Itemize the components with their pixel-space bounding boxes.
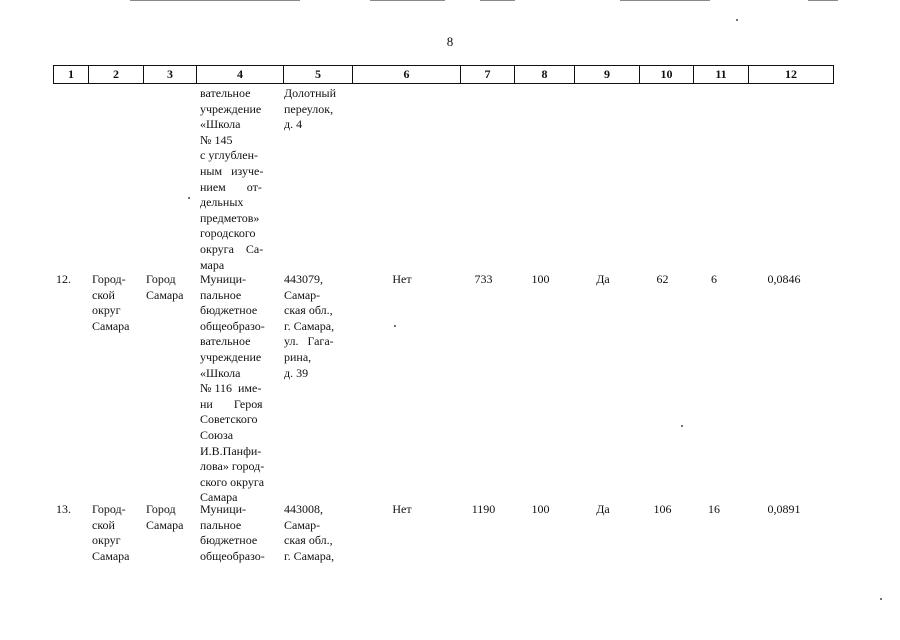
column-header-4: 4	[197, 66, 284, 84]
table-row-settlement: Город Самара	[146, 272, 184, 302]
column-header-1: 1	[54, 66, 89, 84]
table-row-col11: 16	[708, 502, 720, 516]
table-row-col9: Да	[596, 272, 610, 286]
table-row-institution: Муници- пальное бюджетное общеобразо-	[200, 502, 265, 563]
column-number-header	[53, 65, 834, 84]
column-header-11: 11	[694, 66, 749, 84]
column-header-7: 7	[461, 66, 515, 84]
table-row-settlement: Город Самара	[146, 502, 184, 532]
scan-artifact-line	[620, 0, 710, 1]
column-header-12: 12	[749, 66, 834, 84]
scan-artifact-line	[480, 0, 515, 1]
table-row-col8: 100	[531, 272, 550, 286]
page-number: 8	[446, 34, 454, 49]
scan-speck	[736, 19, 738, 21]
column-header-10: 10	[640, 66, 694, 84]
table-row-col12: 0,0891	[767, 502, 801, 516]
scan-artifact-line	[808, 0, 838, 1]
table-row-col10: 62	[656, 272, 669, 286]
table-row-district: Город- ской округ Самара	[92, 272, 130, 333]
table-row-col8: 100	[531, 502, 550, 516]
table-row-district: Город- ской округ Самара	[92, 502, 130, 563]
continued-row-institution: вательное учреждение «Школа № 145 с углублен- ным изуче- нием от- дельных предметов» городского округа Са- мара	[200, 86, 264, 272]
table-row-col12: 0,0846	[767, 272, 801, 286]
table-row-col11: 6	[711, 272, 717, 286]
scan-speck	[880, 598, 882, 600]
scan-speck	[394, 325, 396, 327]
table-row-address: 443079, Самар- ская обл., г. Самара, ул. Гага- рина, д. 39	[284, 272, 335, 380]
table-row-col6: Нет	[392, 272, 412, 286]
table-row-col7: 1190	[471, 502, 496, 516]
table-row-number: 12.	[56, 272, 71, 286]
scan-speck	[188, 197, 190, 199]
table-row-col7: 733	[474, 272, 493, 286]
table-row-institution: Муници- пальное бюджетное общеобразо- вательное учреждение «Школа № 116 име- ни Героя Советского Союза И.В.Панфи- лова» город- ского округа Самара	[200, 272, 265, 505]
scan-artifact-line	[370, 0, 445, 1]
scan-artifact-line	[130, 0, 300, 1]
column-header-2: 2	[89, 66, 144, 84]
column-header-9: 9	[575, 66, 640, 84]
column-header-8: 8	[515, 66, 575, 84]
table-row-number: 13.	[56, 502, 71, 516]
table-row-col9: Да	[596, 502, 610, 516]
column-header-5: 5	[284, 66, 353, 84]
scan-speck	[681, 425, 683, 427]
continued-row-address: Долотный переулок, д. 4	[284, 86, 337, 132]
table-row-address: 443008, Самар- ская обл., г. Самара,	[284, 502, 335, 563]
column-header-3: 3	[144, 66, 197, 84]
column-header-6: 6	[353, 66, 461, 84]
table-row-col6: Нет	[392, 502, 412, 516]
table-row-col10: 106	[653, 502, 672, 516]
